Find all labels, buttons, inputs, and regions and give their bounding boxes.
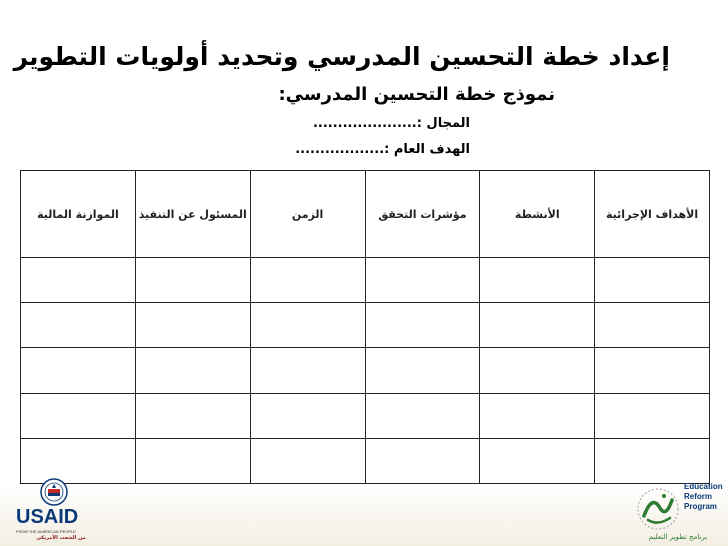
table-cell[interactable]	[250, 393, 365, 438]
table-cell[interactable]	[365, 258, 480, 303]
header-verification-indicators: مؤشرات التحقق	[365, 171, 480, 258]
header-budget: الموازنة المالية	[21, 171, 136, 258]
usaid-tagline: FROM THE AMERICAN PEOPLE	[16, 529, 76, 534]
table-cell[interactable]	[365, 438, 480, 483]
page-title: إعداد خطة التحسين المدرسي وتحديد أولويات التطوير	[13, 42, 670, 71]
table-cell[interactable]	[135, 438, 250, 483]
table-cell[interactable]	[595, 258, 710, 303]
header-activities: الأنشطة	[480, 171, 595, 258]
usaid-logo	[16, 478, 106, 544]
table-cell[interactable]	[21, 438, 136, 483]
table-cell[interactable]	[595, 303, 710, 348]
table-cell[interactable]	[595, 348, 710, 393]
table-row	[21, 258, 710, 303]
erp-line-1: Education	[684, 482, 723, 491]
table-row	[21, 438, 710, 483]
improvement-plan-table	[20, 170, 710, 484]
table-cell[interactable]	[21, 393, 136, 438]
table-cell[interactable]	[480, 348, 595, 393]
header-procedural-objectives: الأهداف الإجرائية	[595, 171, 710, 258]
table-cell[interactable]	[595, 393, 710, 438]
table-body	[21, 258, 710, 484]
erp-line-2: Reform	[684, 492, 713, 501]
table-cell[interactable]	[250, 348, 365, 393]
table-cell[interactable]	[21, 348, 136, 393]
footer-band	[0, 486, 728, 546]
table-row	[21, 303, 710, 348]
table-cell[interactable]	[250, 438, 365, 483]
table-cell[interactable]	[365, 303, 480, 348]
table-row	[21, 348, 710, 393]
usaid-arabic-tagline: من الشعب الأمريكي	[36, 535, 86, 541]
form-subtitle: نموذج خطة التحسين المدرسي:	[278, 84, 555, 105]
table-row	[21, 393, 710, 438]
domain-field: المجال :.....................	[312, 116, 470, 131]
usaid-wordmark: USAID	[16, 506, 79, 528]
table-cell[interactable]	[365, 393, 480, 438]
header-responsible: المسئول عن التنفيذ	[135, 171, 250, 258]
erp-wordmark	[684, 482, 724, 512]
table-cell[interactable]	[480, 438, 595, 483]
table-cell[interactable]	[480, 393, 595, 438]
header-time: الزمن	[250, 171, 365, 258]
table-cell[interactable]	[135, 393, 250, 438]
erp-arabic-name: برنامج تطوير التعليم	[648, 533, 708, 541]
table-cell[interactable]	[480, 303, 595, 348]
table-cell[interactable]	[250, 303, 365, 348]
table-header-row	[21, 171, 710, 258]
erp-line-3: Program	[684, 502, 717, 511]
table-cell[interactable]	[135, 348, 250, 393]
erp-logo	[634, 478, 722, 544]
table-cell[interactable]	[250, 258, 365, 303]
table-cell[interactable]	[21, 303, 136, 348]
table-cell[interactable]	[365, 348, 480, 393]
table-cell[interactable]	[135, 303, 250, 348]
erp-calligraphy-icon	[634, 486, 682, 532]
table-cell[interactable]	[595, 438, 710, 483]
table-cell[interactable]	[135, 258, 250, 303]
table-cell[interactable]	[480, 258, 595, 303]
usaid-seal-icon	[40, 478, 68, 506]
general-goal-field: الهدف العام :..................	[295, 142, 470, 157]
table-cell[interactable]	[21, 258, 136, 303]
